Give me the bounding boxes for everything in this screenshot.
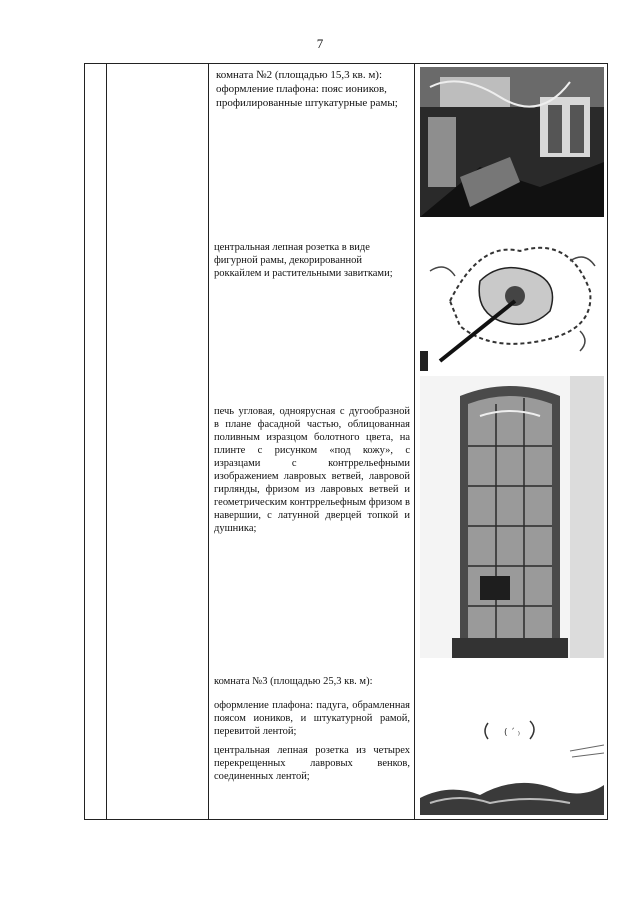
room-2-ceiling-text: оформление плафона: пояс иоников, профилированные штукатурные рамы; [216, 83, 398, 109]
room-2-ceiling-photo [420, 67, 604, 217]
table-border-right [607, 63, 608, 820]
stove-description: печь угловая, одноярусная с дугообразной в плане фасадной частью, облицованная поливным изразцом болотного цвета, на плинте с рисунком «под кожу», с изразцами с контррельефными изображением лавровых ветвей, лавровой гирлянды, фризом из лавровых ветвей и геометрическим контррельефным фризом в навершии, с латунной дверцей топкой и душника; [214, 406, 410, 534]
ceiling-rosette-photo [420, 231, 604, 371]
corner-stove-photo [420, 376, 604, 658]
room-3-ceiling-text: оформление плафона: падуга, обрамленная поясом иоников, и штукатурной рамой, перевитой лентой; [214, 700, 410, 737]
table-border-top [84, 63, 608, 64]
room-3-ceiling-photo [420, 703, 604, 815]
table-column-divider [414, 63, 415, 820]
room-3-description [214, 675, 410, 783]
table-column-divider [106, 63, 107, 820]
room-3-heading: комната №3 (площадью 25,3 кв. м): [214, 676, 373, 687]
room-3-rosette-text: центральная лепная розетка из четырех перекрещенных лавровых венков, соединенных лентой; [214, 745, 410, 782]
rosette-description: центральная лепная розетка в виде фигурной рамы, декорированной роккайлем и растительными завитками; [214, 242, 393, 279]
table-column-divider [208, 63, 209, 820]
page-number: 7 [316, 36, 324, 51]
svg-text:( ˊ ₎: ( ˊ ₎ [504, 728, 520, 738]
table-border-bottom [84, 819, 608, 820]
room-2-heading: комната №2 (площадью 15,3 кв. м): [216, 69, 383, 81]
table-border-left [84, 63, 85, 820]
document-table [84, 63, 608, 820]
room-2-description [216, 68, 412, 110]
